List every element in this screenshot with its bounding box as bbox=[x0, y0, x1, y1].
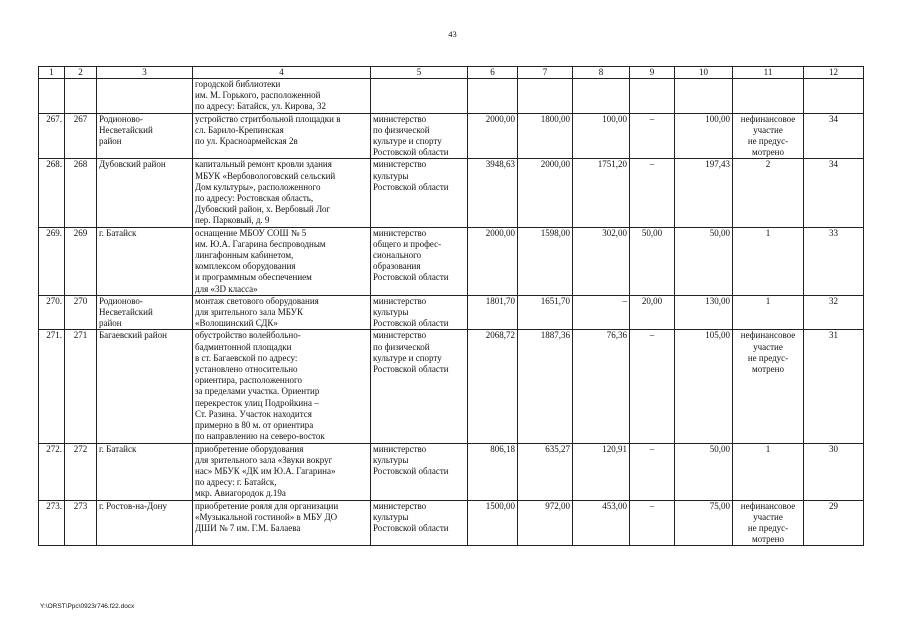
table-row bbox=[39, 500, 864, 546]
cell-col8: 76,36 bbox=[573, 330, 630, 443]
cell-col7: 2000,00 bbox=[518, 159, 573, 227]
col-header: 3 bbox=[97, 67, 193, 79]
col-header: 6 bbox=[468, 67, 518, 79]
cell-col10: 50,00 bbox=[675, 443, 733, 500]
cell-description: городской библиотеки им. М. Горького, расположенной по адресу: Батайск, ул. Кирова, 32 bbox=[193, 79, 371, 114]
col-header: 7 bbox=[518, 67, 573, 79]
cell-ministry: министерство культуры Ростовской области bbox=[371, 295, 468, 330]
cell-col11: 1 bbox=[733, 227, 804, 295]
cell-ministry: министерство общего и профес- сионального образования Ростовской области bbox=[371, 227, 468, 295]
col-header: 12 bbox=[804, 67, 864, 79]
cell-col10: 130,00 bbox=[675, 295, 733, 330]
cell-ministry: министерство культуры Ростовской области bbox=[371, 443, 468, 500]
header-row bbox=[39, 67, 864, 79]
cell-ministry: министерство культуры Ростовской области bbox=[371, 500, 468, 546]
cell-col12: 30 bbox=[804, 443, 864, 500]
cell-col9: – bbox=[630, 113, 675, 159]
cell-id: 269 bbox=[65, 227, 97, 295]
cell-col10: 197,43 bbox=[675, 159, 733, 227]
cell-col9: 50,00 bbox=[630, 227, 675, 295]
cell-col6: 2068,72 bbox=[468, 330, 518, 443]
cell-col10: 105,00 bbox=[675, 330, 733, 443]
cell-col10: 100,00 bbox=[675, 113, 733, 159]
cell-col8: 100,00 bbox=[573, 113, 630, 159]
cell-id: 268 bbox=[65, 159, 97, 227]
cell-id: 273 bbox=[65, 500, 97, 546]
cell-col9: – bbox=[630, 159, 675, 227]
cell-district: Багаевский район bbox=[97, 330, 193, 443]
col-header: 2 bbox=[65, 67, 97, 79]
table-row bbox=[39, 330, 864, 443]
cell-col6: 3948,63 bbox=[468, 159, 518, 227]
cell-col7: 635,27 bbox=[518, 443, 573, 500]
cell-district: г. Ростов-на-Дону bbox=[97, 500, 193, 546]
cell-col7: 1598,00 bbox=[518, 227, 573, 295]
cell-ministry: министерство культуры Ростовской области bbox=[371, 159, 468, 227]
cell-col9: – bbox=[630, 443, 675, 500]
cell-col12: 34 bbox=[804, 113, 864, 159]
cell-col8: – bbox=[573, 295, 630, 330]
table-row bbox=[39, 227, 864, 295]
cell-ministry: министерство по физической культуре и спорту Ростовской области bbox=[371, 330, 468, 443]
cell-col12: 31 bbox=[804, 330, 864, 443]
cell-col7: 1651,70 bbox=[518, 295, 573, 330]
col-header: 8 bbox=[573, 67, 630, 79]
cell-col11: 1 bbox=[733, 295, 804, 330]
cell-col8: 453,00 bbox=[573, 500, 630, 546]
cell-number: 270. bbox=[39, 295, 65, 330]
cell-col9: – bbox=[630, 500, 675, 546]
cell-description: монтаж светового оборудования для зрительного зала МБУК «Волошинский СДК» bbox=[193, 295, 371, 330]
cell-id: 267 bbox=[65, 113, 97, 159]
cell-id: 271 bbox=[65, 330, 97, 443]
cell-district: г. Батайск bbox=[97, 443, 193, 500]
continuation-row bbox=[39, 79, 864, 114]
cell-col11: нефинансовое участие не предус- мотрено bbox=[733, 113, 804, 159]
col-header: 10 bbox=[675, 67, 733, 79]
col-header: 1 bbox=[39, 67, 65, 79]
cell-col6: 1500,00 bbox=[468, 500, 518, 546]
table-row bbox=[39, 159, 864, 227]
cell-col10: 50,00 bbox=[675, 227, 733, 295]
cell-description: оснащение МБОУ СОШ № 5 им. Ю.А. Гагарина беспроводным лингафонным кабинетом, комплексом оборудования и программным обеспечением для «3D класса» bbox=[193, 227, 371, 295]
col-header: 9 bbox=[630, 67, 675, 79]
cell-col12: 32 bbox=[804, 295, 864, 330]
cell-id: 272 bbox=[65, 443, 97, 500]
cell-col12: 34 bbox=[804, 159, 864, 227]
cell-col8: 302,00 bbox=[573, 227, 630, 295]
table-row bbox=[39, 295, 864, 330]
cell-col12: 29 bbox=[804, 500, 864, 546]
col-header: 5 bbox=[371, 67, 468, 79]
cell-col8: 1751,20 bbox=[573, 159, 630, 227]
cell-number: 273. bbox=[39, 500, 65, 546]
cell-number: 271. bbox=[39, 330, 65, 443]
cell-number: 272. bbox=[39, 443, 65, 500]
cell-col6: 1801,70 bbox=[468, 295, 518, 330]
cell-number: 269. bbox=[39, 227, 65, 295]
col-header: 4 bbox=[193, 67, 371, 79]
cell-col11: нефинансовое участие не предус- мотрено bbox=[733, 330, 804, 443]
cell-col6: 2000,00 bbox=[468, 227, 518, 295]
cell-number: 267. bbox=[39, 113, 65, 159]
col-header: 11 bbox=[733, 67, 804, 79]
cell-col7: 1887,36 bbox=[518, 330, 573, 443]
file-path-footer: Y:\ORST\Ppc\0923r746.f22.docx bbox=[40, 603, 135, 610]
cell-description: приобретение оборудования для зрительного зала «Звуки вокруг нас» МБУК «ДК им Ю.А. Гагарина» по адресу: г. Батайск, мкр. Авиагородок д.19а bbox=[193, 443, 371, 500]
cell-number: 268. bbox=[39, 159, 65, 227]
cell-description: обустройство волейбольно- бадминтонной площадки в ст. Багаевской по адресу: установлено относительно ориентира, расположенного за пределами участка. Ориентир перекресток улиц Подройкина – Ст. Разина. Участок находится примерно в 80 м. от ориентира по направлению на северо-восток bbox=[193, 330, 371, 443]
cell-col11: 2 bbox=[733, 159, 804, 227]
page-number: 43 bbox=[448, 29, 457, 39]
cell-col11: нефинансовое участие не предус- мотрено bbox=[733, 500, 804, 546]
table-row bbox=[39, 443, 864, 500]
cell-description: капитальный ремонт кровли здания МБУК «Вербовологовский сельский Дом культуры», расположенного по адресу: Ростовская область, Дубовский район, х. Вербовый Лог пер. Парковый, д. 9 bbox=[193, 159, 371, 227]
cell-col9: – bbox=[630, 330, 675, 443]
cell-description: приобретение рояля для организации «Музыкальной гостиной» в МБУ ДО ДШИ № 7 им. Г.М. Балаева bbox=[193, 500, 371, 546]
projects-table bbox=[38, 66, 864, 546]
cell-col12: 33 bbox=[804, 227, 864, 295]
cell-col9: 20,00 bbox=[630, 295, 675, 330]
table-row bbox=[39, 113, 864, 159]
cell-district: Родионово- Несветайский район bbox=[97, 295, 193, 330]
cell-col7: 1800,00 bbox=[518, 113, 573, 159]
cell-ministry: министерство по физической культуре и спорту Ростовской области bbox=[371, 113, 468, 159]
cell-col6: 2000,00 bbox=[468, 113, 518, 159]
cell-district: Родионово- Несветайский район bbox=[97, 113, 193, 159]
cell-col6: 806,18 bbox=[468, 443, 518, 500]
cell-district: г. Батайск bbox=[97, 227, 193, 295]
cell-col7: 972,00 bbox=[518, 500, 573, 546]
cell-col10: 75,00 bbox=[675, 500, 733, 546]
cell-id: 270 bbox=[65, 295, 97, 330]
cell-col8: 120,91 bbox=[573, 443, 630, 500]
cell-description: устройство стритбольной площадки в сл. Барило-Крепинская по ул. Красноармейская 2в bbox=[193, 113, 371, 159]
cell-col11: 1 bbox=[733, 443, 804, 500]
cell-district: Дубовский район bbox=[97, 159, 193, 227]
